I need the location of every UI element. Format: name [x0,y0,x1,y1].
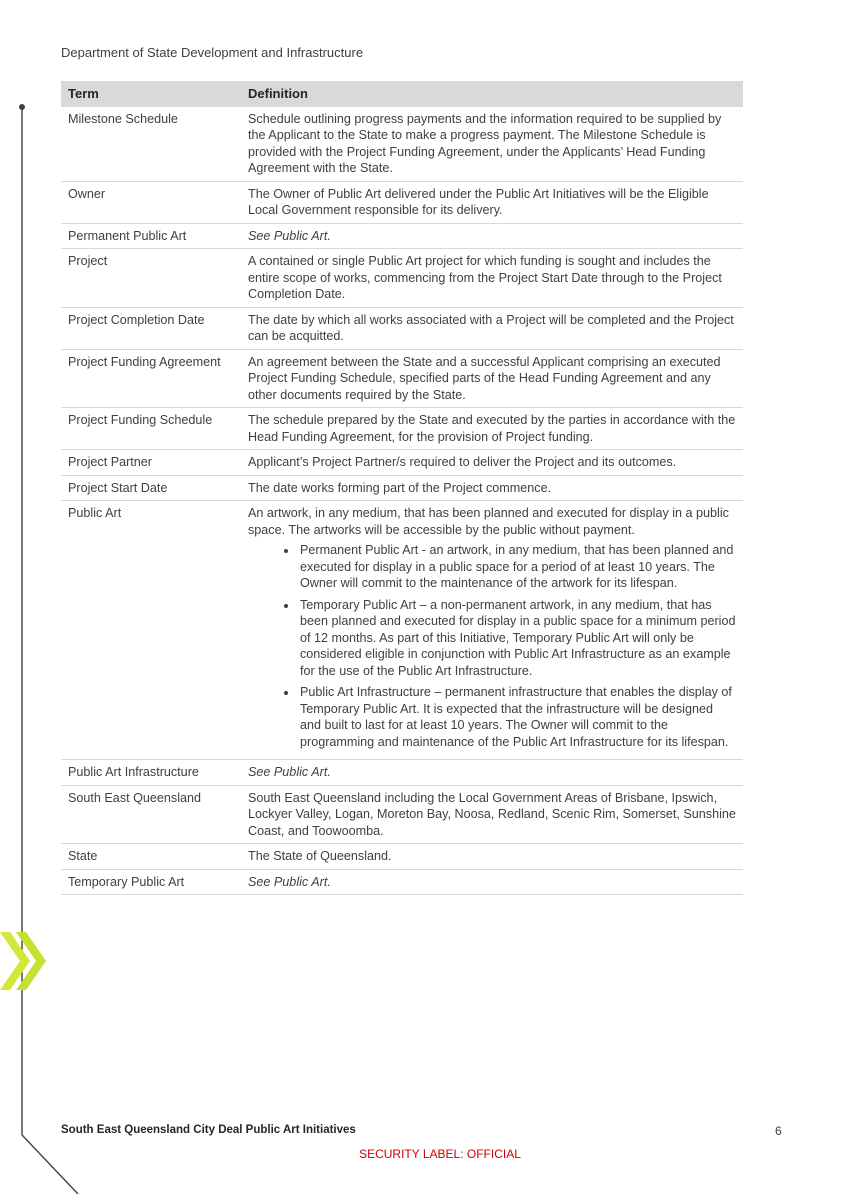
table-row [61,181,743,223]
table-header-row [61,81,743,107]
definition-cell: The schedule prepared by the State and executed by the parties in accordance with the Head Funding Agreement, for the provision of Project funding. [241,408,743,450]
definition-cell: A contained or single Public Art project for which funding is sought and includes the entire scope of works, commencing from the Project Start Date through to the Project Completion Date. [241,249,743,308]
term-cell: Temporary Public Art [61,869,241,895]
list-item: • Public Art Infrastructure – permanent infrastructure that enables the display of Temporary Public Art. It is expected that the infrastructure will be designed and built to last for at least 10 years. The Owner will commit to the programming and maintenance of the Public Art Infrastructure for its lifespan. [298,684,736,750]
term-cell: Milestone Schedule [61,107,241,182]
table-row [61,869,743,895]
term-cell: Owner [61,181,241,223]
table-row [61,785,743,844]
term-cell: South East Queensland [61,785,241,844]
table-row [61,475,743,501]
definition-cell: The date works forming part of the Project commence. [241,475,743,501]
column-header-term: Term [61,81,241,107]
table-row [61,349,743,408]
definition-cell: The date by which all works associated with a Project will be completed and the Project can be acquitted. [241,307,743,349]
definition-cell: An agreement between the State and a successful Applicant comprising an executed Project Funding Schedule, specified parts of the Head Funding Agreement and any other documents required by the State. [241,349,743,408]
table-row [61,760,743,786]
table-row [61,501,743,760]
table-row [61,223,743,249]
definition-cell: Applicant’s Project Partner/s required to deliver the Project and its outcomes. [241,450,743,476]
definitions-table [61,81,743,895]
definition-cell: Schedule outlining progress payments and the information required to be supplied by the Applicant to the State to make a progress payment. The Milestone Schedule is provided with the Project Funding Agreement, under the Applicants’ Head Funding Agreement with the State. [241,107,743,182]
table-row [61,307,743,349]
list-item: • Permanent Public Art - an artwork, in any medium, that has been planned and executed for display in a public space for a period of at least 10 years. The Owner will commit to the maintenance of the artwork for its lifespan. [298,542,736,592]
bullet-list [248,542,736,750]
definition-cell [241,501,743,760]
definition-cell: The Owner of Public Art delivered under the Public Art Initiatives will be the Eligible Local Government responsible for its delivery. [241,181,743,223]
page-number: 6 [775,1124,782,1138]
table-row [61,249,743,308]
table-row [61,408,743,450]
definition-cell: The State of Queensland. [241,844,743,870]
definition-text: An artwork, in any medium, that has been planned and executed for display in a public space. The artworks will be accessible by the public without payment. [248,506,729,537]
term-cell: State [61,844,241,870]
term-cell: Project [61,249,241,308]
column-header-definition: Definition [241,81,743,107]
definition-cell: See Public Art. [241,869,743,895]
table-row [61,450,743,476]
footer-title: South East Queensland City Deal Public Art Initiatives [61,1124,356,1136]
list-item: • Temporary Public Art – a non-permanent artwork, in any medium, that has been planned and executed for display in a public space for a minimum period of 12 months. As part of this Initiative, Temporary Public Art will only be considered eligible in conjunction with Public Art Infrastructure as an example for the use of the Public Art Infrastructure. [298,597,736,680]
term-cell: Public Art [61,501,241,760]
table-row [61,107,743,182]
page-header: Department of State Development and Infrastructure [61,45,364,60]
definition-cell: South East Queensland including the Local Government Areas of Brisbane, Ipswich, Lockyer Valley, Logan, Moreton Bay, Noosa, Redland, Scenic Rim, Somerset, Sunshine Coast, and Toowoomba. [241,785,743,844]
term-cell: Permanent Public Art [61,223,241,249]
term-cell: Project Funding Schedule [61,408,241,450]
diagonal-rule [22,1135,78,1194]
term-cell: Public Art Infrastructure [61,760,241,786]
definition-cell: See Public Art. [241,760,743,786]
term-cell: Project Partner [61,450,241,476]
term-cell: Project Completion Date [61,307,241,349]
table-row [61,844,743,870]
chevron-icon [0,932,46,990]
term-cell: Project Start Date [61,475,241,501]
term-cell: Project Funding Agreement [61,349,241,408]
definition-cell: See Public Art. [241,223,743,249]
security-label: SECURITY LABEL: OFFICIAL [359,1147,521,1161]
